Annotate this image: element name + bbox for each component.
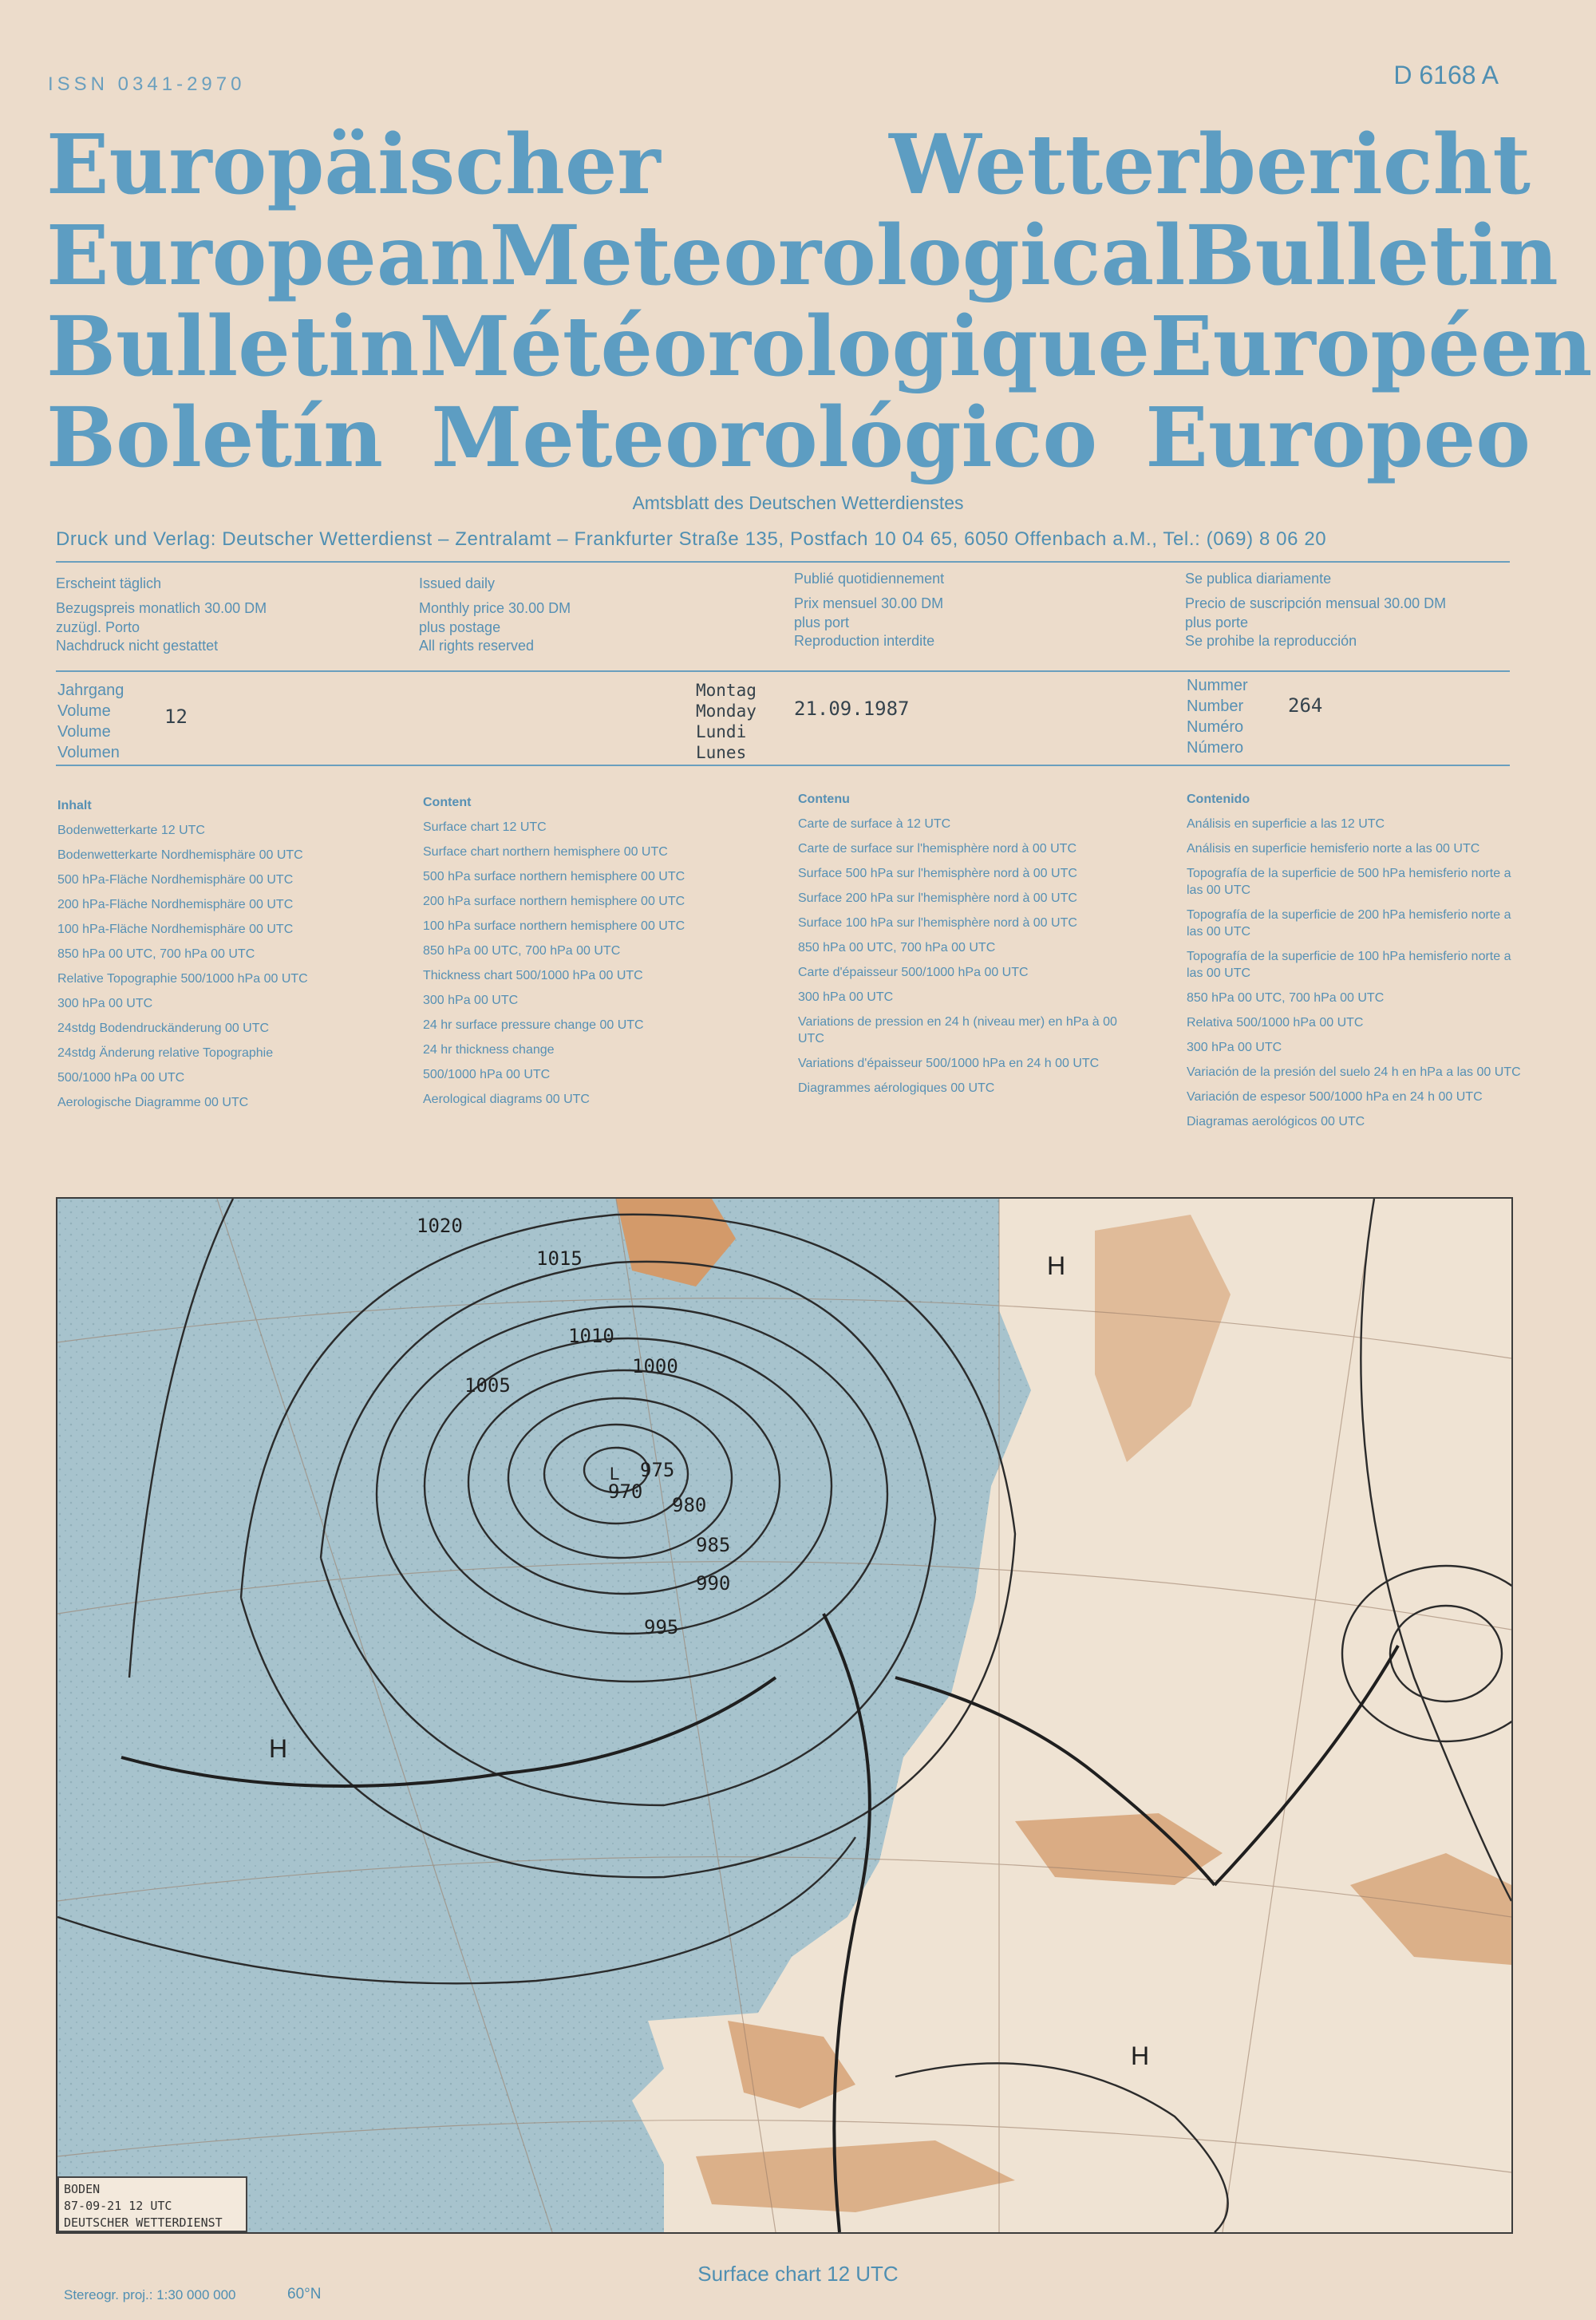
issue-number: 264 (1288, 694, 1323, 717)
contents-german (57, 793, 393, 1115)
stamp-line: DEUTSCHER WETTERDIENST (64, 2215, 223, 2230)
issn-number: ISSN 0341-2970 (48, 73, 246, 95)
contents-item: Carte d'épaisseur 500/1000 hPa 00 UTC (798, 966, 1029, 979)
map-stamp (57, 2176, 247, 2232)
info-line: plus postage (419, 619, 501, 635)
contents-item: 100 hPa-Fläche Nordhemisphäre 00 UTC (57, 923, 294, 936)
contents-item: 24stdg Bodendruckänderung 00 UTC (57, 1022, 270, 1035)
volume-label: Jahrgang (57, 682, 124, 699)
contents-spanish (1187, 787, 1522, 1134)
isobar-label: 1020 (417, 1215, 463, 1237)
title-word: Boletín (46, 389, 384, 486)
contents-item: 500/1000 hPa 00 UTC (423, 1068, 551, 1081)
contents-heading: Content (423, 796, 472, 809)
weekday-label: Monday (696, 702, 757, 721)
projection-note: Stereogr. proj.: 1:30 000 000 (64, 2287, 236, 2302)
info-english (419, 573, 571, 657)
contents-item: Aerologische Diagramme 00 UTC (57, 1096, 249, 1109)
info-line: Nachdruck nicht gestattet (56, 638, 219, 654)
title-word: Européen (1150, 298, 1593, 395)
contents-french (798, 787, 1141, 1101)
contents-item: Carte de surface à 12 UTC (798, 817, 951, 831)
contents-item: Thickness chart 500/1000 hPa 00 UTC (423, 969, 643, 982)
info-spanish (1185, 568, 1446, 652)
title-english (46, 207, 1558, 304)
volume-label: Volume (57, 723, 111, 741)
contents-item: Surface chart northern hemisphere 00 UTC (423, 845, 668, 859)
info-line: Se publica diariamente (1185, 571, 1332, 587)
contents-english (423, 790, 774, 1112)
issue-date: 21.09.1987 (794, 698, 910, 720)
isobar-label: 1015 (536, 1247, 583, 1270)
volume-label: Volume (57, 702, 111, 720)
divider (56, 765, 1510, 766)
contents-item: Diagramas aerológicos 00 UTC (1187, 1115, 1365, 1128)
contents-heading: Contenu (798, 792, 850, 806)
contents-item: 24 hr surface pressure change 00 UTC (423, 1018, 644, 1032)
title-spanish (46, 389, 1531, 486)
number-label: Número (1187, 739, 1244, 757)
contents-item: 850 hPa 00 UTC, 700 hPa 00 UTC (57, 947, 255, 961)
isobar-label: 975 (640, 1459, 675, 1481)
surface-weather-map (56, 1197, 1513, 2234)
weekday-label: Lunes (696, 743, 747, 762)
isobar-label: 995 (644, 1616, 679, 1638)
latitude-note: 60°N (287, 2286, 322, 2302)
title-word: Europäischer (46, 117, 661, 213)
contents-item: Bodenwetterkarte 12 UTC (57, 824, 205, 837)
weekday-labels (696, 680, 757, 763)
contents-item: 200 hPa-Fläche Nordhemisphäre 00 UTC (57, 898, 294, 911)
map-caption: Surface chart 12 UTC (697, 2262, 899, 2286)
title-word: European (46, 207, 490, 304)
info-german (56, 573, 267, 657)
contents-item: Relativa 500/1000 hPa 00 UTC (1187, 1016, 1364, 1030)
subtitle: Amtsblatt des Deutschen Wetterdienstes (632, 492, 964, 513)
contents-item: 500/1000 hPa 00 UTC (57, 1071, 185, 1085)
info-line: Bezugspreis monatlich 30.00 DM (56, 600, 267, 616)
contents-item: Carte de surface sur l'hemisphère nord à 00 UTC (798, 842, 1077, 856)
info-line: Publié quotidiennement (794, 571, 945, 587)
contents-item: 300 hPa 00 UTC (1187, 1041, 1282, 1054)
contents-item: Surface chart 12 UTC (423, 820, 547, 834)
contents-item: Topografía de la superficie de 100 hPa hemisferio norte a las 00 UTC (1187, 950, 1511, 980)
isobar-label: 970 (608, 1480, 643, 1503)
contents-heading: Inhalt (57, 799, 92, 812)
info-line: Reproduction interdite (794, 633, 935, 649)
info-line: Prix mensuel 30.00 DM (794, 595, 944, 611)
info-line: Se prohibe la reproducción (1185, 633, 1357, 649)
contents-item: Relative Topographie 500/1000 hPa 00 UTC (57, 972, 308, 986)
contents-item: Topografía de la superficie de 500 hPa hemisferio norte a las 00 UTC (1187, 867, 1511, 897)
isobar-label: 1000 (632, 1355, 678, 1377)
high-center: H (1047, 1251, 1066, 1280)
title-german (46, 117, 1531, 213)
info-line: plus porte (1185, 615, 1249, 630)
info-line: zuzügl. Porto (56, 619, 140, 635)
postal-code: D 6168 A (1393, 61, 1499, 89)
contents-item: Bodenwetterkarte Nordhemisphäre 00 UTC (57, 848, 303, 862)
title-word: Meteorological (489, 207, 1186, 304)
isobar-label: 1010 (568, 1325, 614, 1347)
contents-item: 850 hPa 00 UTC, 700 hPa 00 UTC (423, 944, 621, 958)
map-svg (57, 1199, 1511, 2232)
isobar-label: 1005 (464, 1374, 511, 1397)
title-block (46, 117, 1593, 486)
title-french (46, 298, 1593, 395)
contents-item: Variations d'épaisseur 500/1000 hPa en 24 h 00 UTC (798, 1057, 1100, 1070)
contents-item: Variations de pression en 24 h (niveau mer) en hPa à 00 UTC (798, 1015, 1117, 1045)
stamp-line: BODEN (64, 2182, 101, 2196)
high-center: H (269, 1734, 288, 1763)
info-line: Monthly price 30.00 DM (419, 600, 571, 616)
title-word: Europeo (1145, 389, 1531, 486)
publisher-line: Druck und Verlag: Deutscher Wetterdienst – Zentralamt – Frankfurter Straße 135, Postfach 10 04 65, 6050 Offenbach a.M., Tel.: (069) 8 06 20 (56, 528, 1327, 550)
isobar-label: 985 (696, 1534, 731, 1556)
weekday-label: Montag (696, 681, 757, 700)
weekday-label: Lundi (696, 722, 747, 741)
number-labels (1187, 675, 1248, 758)
isobar-label: 980 (672, 1494, 707, 1516)
contents-item: 300 hPa 00 UTC (423, 994, 519, 1007)
contents-item: Aerological diagrams 00 UTC (423, 1093, 590, 1106)
contents-item: Análisis en superficie a las 12 UTC (1187, 817, 1385, 831)
number-label: Numéro (1187, 718, 1244, 736)
contents-item: Surface 100 hPa sur l'hemisphère nord à 00 UTC (798, 916, 1077, 930)
volume-label: Volumen (57, 744, 120, 761)
contents-item: Diagrammes aérologiques 00 UTC (798, 1081, 995, 1095)
isobar-label: 990 (696, 1572, 731, 1595)
title-word: Wetterbericht (889, 117, 1531, 213)
info-line: plus port (794, 615, 850, 630)
volume-labels (57, 680, 124, 763)
contents-item: Topografía de la superficie de 200 hPa hemisferio norte a las 00 UTC (1187, 908, 1511, 939)
info-line: Issued daily (419, 575, 496, 591)
title-word: Bulletin (46, 298, 420, 395)
contents-item: 850 hPa 00 UTC, 700 hPa 00 UTC (798, 941, 996, 954)
divider (56, 561, 1510, 563)
info-line: Erscheint täglich (56, 575, 162, 591)
number-label: Number (1187, 698, 1244, 715)
title-word: Météorologique (419, 298, 1151, 395)
contents-item: 100 hPa surface northern hemisphere 00 UTC (423, 919, 685, 933)
contents-item: 24 hr thickness change (423, 1043, 555, 1057)
low-center: L (610, 1464, 620, 1484)
contents-item: 300 hPa 00 UTC (798, 990, 894, 1004)
contents-item: Surface 200 hPa sur l'hemisphère nord à 00 UTC (798, 891, 1077, 905)
contents-item: Variación de la presión del suelo 24 h en hPa a las 00 UTC (1187, 1065, 1521, 1079)
contents-heading: Contenido (1187, 792, 1250, 806)
info-line: Precio de suscripción mensual 30.00 DM (1185, 595, 1447, 611)
contents-item: Análisis en superficie hemisferio norte a las 00 UTC (1187, 842, 1480, 856)
contents-item: Surface 500 hPa sur l'hemisphère nord à 00 UTC (798, 867, 1077, 880)
info-french (794, 568, 944, 652)
contents-item: 24stdg Änderung relative Topographie (57, 1046, 274, 1060)
contents-item: 200 hPa surface northern hemisphere 00 UTC (423, 895, 685, 908)
contents-item: 850 hPa 00 UTC, 700 hPa 00 UTC (1187, 991, 1385, 1005)
title-word: Bulletin (1185, 207, 1558, 304)
contents-item: 500 hPa surface northern hemisphere 00 UTC (423, 870, 685, 883)
contents-item: 300 hPa 00 UTC (57, 997, 153, 1010)
contents-item: 500 hPa-Fläche Nordhemisphäre 00 UTC (57, 873, 294, 887)
divider (56, 670, 1510, 672)
volume-value: 12 (164, 705, 188, 728)
high-center: H (1131, 2041, 1150, 2070)
stamp-line: 87-09-21 12 UTC (64, 2199, 172, 2213)
contents-item: Variación de espesor 500/1000 hPa en 24 h 00 UTC (1187, 1090, 1483, 1104)
title-word: Meteorológico (431, 389, 1098, 486)
info-line: All rights reserved (419, 638, 535, 654)
number-label: Nummer (1187, 677, 1248, 694)
